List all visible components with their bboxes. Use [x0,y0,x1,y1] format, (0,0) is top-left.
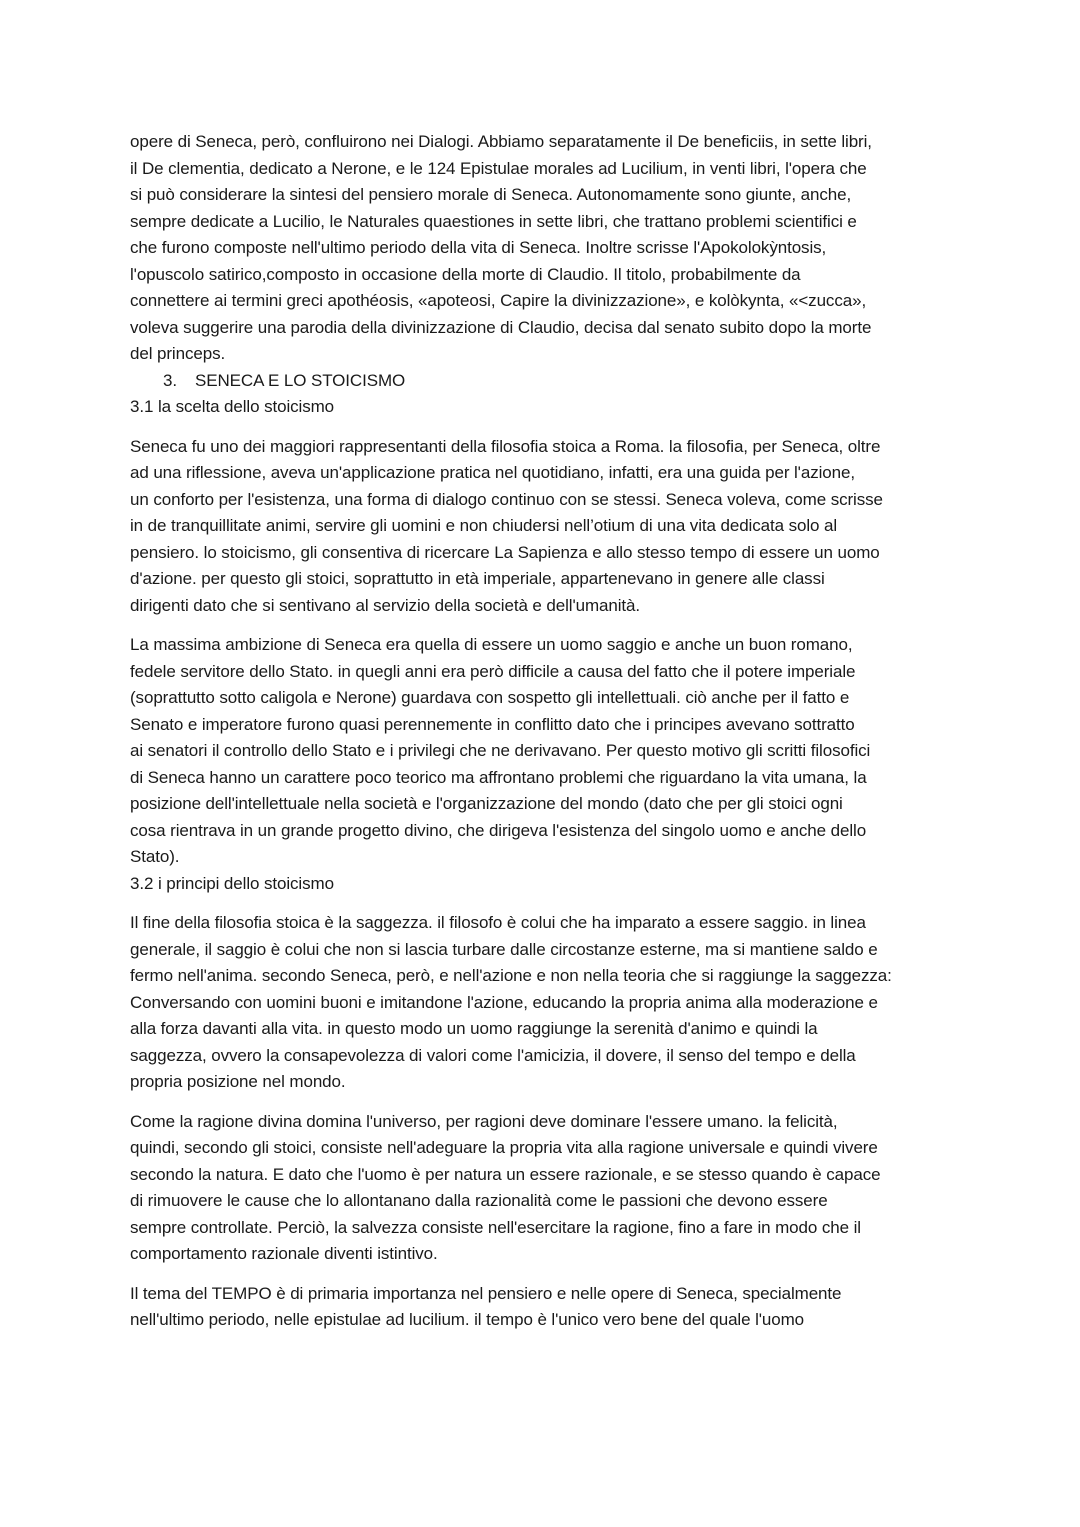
intro-paragraph [130,129,955,368]
section-heading [130,368,955,395]
document-page [130,129,955,1334]
text-line: Conversando con uomini buoni e imitandone l'azione, educando la propria anima alla moderazione e [130,992,878,1012]
text-line: Stato). [130,847,180,866]
text-line: Il tema del TEMPO è di primaria importanza nel pensiero e nelle opere di Seneca, specialmente [130,1283,842,1303]
text-line: pensiero. lo stoicismo, gli consentiva di ricercare La Sapienza e allo stesso tempo di essere un uomo [130,542,880,562]
text-line: nell'ultimo periodo, nelle epistulae ad lucilium. il tempo è l'unico vero bene del quale l'uomo [130,1310,805,1329]
text-line: Senato e imperatore furono quasi perennemente in conflitto dato che i principes avevano sottratto [130,714,855,734]
paragraph [130,632,955,871]
paragraph [130,1109,955,1268]
text-line: sempre controllate. Perciò, la salvezza consiste nell'esercitare la ragione, fino a fare in modo che il [130,1217,861,1237]
text-line: che furono composte nell'ultimo periodo della vita di Seneca. Inoltre scrisse l'Apokolokỳntosis, [130,238,827,257]
paragraph [130,1281,955,1334]
text-line: alla forza davanti alla vita. in questo modo un uomo raggiunge la serenità d'animo e quindi la [130,1019,818,1038]
text-line: La massima ambizione di Seneca era quella di essere un uomo saggio e anche un buon romano, [130,635,853,654]
text-line: cosa rientrava in un grande progetto divino, che dirigeva l'esistenza del singolo uomo e anche dello [130,820,867,840]
text-line: di rimuovere le cause che lo allontanano dalla razionalità come le passioni che devono essere [130,1191,828,1210]
text-line: saggezza, ovvero la consapevolezza di valori come l'amicizia, il dovere, il senso del tempo e della [130,1045,856,1065]
text-line: dirigenti dato che si sentivano al servizio della società e dell'umanità. [130,595,641,615]
text-line: opere di Seneca, però, confluirono nei Dialogi. Abbiamo separatamente il De beneficiis, in sette libri, [130,132,872,151]
text-line: fermo nell'anima. secondo Seneca, però, e nell'azione e non nella teoria che si raggiunge la saggezza: [130,966,892,985]
text-line: Il fine della filosofia stoica è la saggezza. il filosofo è colui che ha imparato a essere saggio. in linea [130,913,866,932]
paragraph [130,910,955,1096]
text-line: del princeps. [130,344,226,363]
text-line: in de tranquillitate animi, servire gli uomini e non chiudersi nell’otium di una vita dedicata solo al [130,516,838,535]
text-line: comportamento razionale diventi istintivo. [130,1244,438,1263]
text-line: il De clementia, dedicato a Nerone, e le 124 Epistulae morales ad Lucilium, in venti libri, l'opera che [130,158,867,178]
section-number: 3. [163,370,177,390]
text-line: ad una riflessione, aveva un'applicazione pratica nel quotidiano, infatti, era una guida per l'azione, [130,463,855,482]
paragraph [130,434,955,620]
text-line: secondo la natura. E dato che l'uomo è per natura un essere razionale, e se stesso quando è capace [130,1164,881,1184]
text-line: Come la ragione divina domina l'universo, per ragioni deve dominare l'essere umano. la felicità, [130,1111,838,1131]
text-line: sempre dedicate a Lucilio, le Naturales quaestiones in sette libri, che trattano problemi scientifici e [130,211,857,231]
text-line: generale, il saggio è colui che non si lascia turbare dalle circostanze esterne, ma si mantiene saldo e [130,939,878,959]
text-line: (soprattutto sotto caligola e Nerone) guardava con sospetto gli intellettuali. ciò anche per il fatto e [130,688,850,707]
text-line: ai senatori il controllo dello Stato e i privilegi che ne derivavano. Per questo motivo gli scritti filosofici [130,741,871,760]
text-line: connettere ai termini greci apothéosis, «apoteosi, Capire la divinizzazione», e kolòkynta, «<zucca», [130,291,867,310]
text-line: fedele servitore dello Stato. in quegli anni era però difficile a causa del fatto che il potere imperiale [130,661,856,681]
text-line: un conforto per l'esistenza, una forma di dialogo continuo con se stessi. Seneca voleva, come scrisse [130,489,883,509]
text-line: d'azione. per questo gli stoici, soprattutto in età imperiale, appartenevano in genere alle classi [130,569,825,588]
text-line: quindi, secondo gli stoici, consiste nell'adeguare la propria vita alla ragione universale e quindi vivere [130,1138,878,1157]
text-line: posizione dell'intellettuale nella società e l'organizzazione del mondo (dato che per gli stoici ogni [130,794,843,813]
subsection-heading-3-2: 3.2 i principi dello stoicismo [130,873,334,893]
text-line: l'opuscolo satirico,composto in occasione della morte di Claudio. Il titolo, probabilmente da [130,264,801,284]
text-line: voleva suggerire una parodia della divinizzazione di Claudio, decisa dal senato subito dopo la morte [130,317,872,337]
section-title: SENECA E LO STOICISMO [195,370,406,390]
text-line: Seneca fu uno dei maggiori rappresentanti della filosofia stoica a Roma. la filosofia, per Seneca, oltre [130,436,881,456]
text-line: si può considerare la sintesi del pensiero morale di Seneca. Autonomamente sono giunte, anche, [130,185,852,204]
text-line: propria posizione nel mondo. [130,1072,346,1091]
subsection-heading-3-1: 3.1 la scelta dello stoicismo [130,397,335,416]
text-line: di Seneca hanno un carattere poco teorico ma affrontano problemi che riguardano la vita umana, la [130,767,867,787]
